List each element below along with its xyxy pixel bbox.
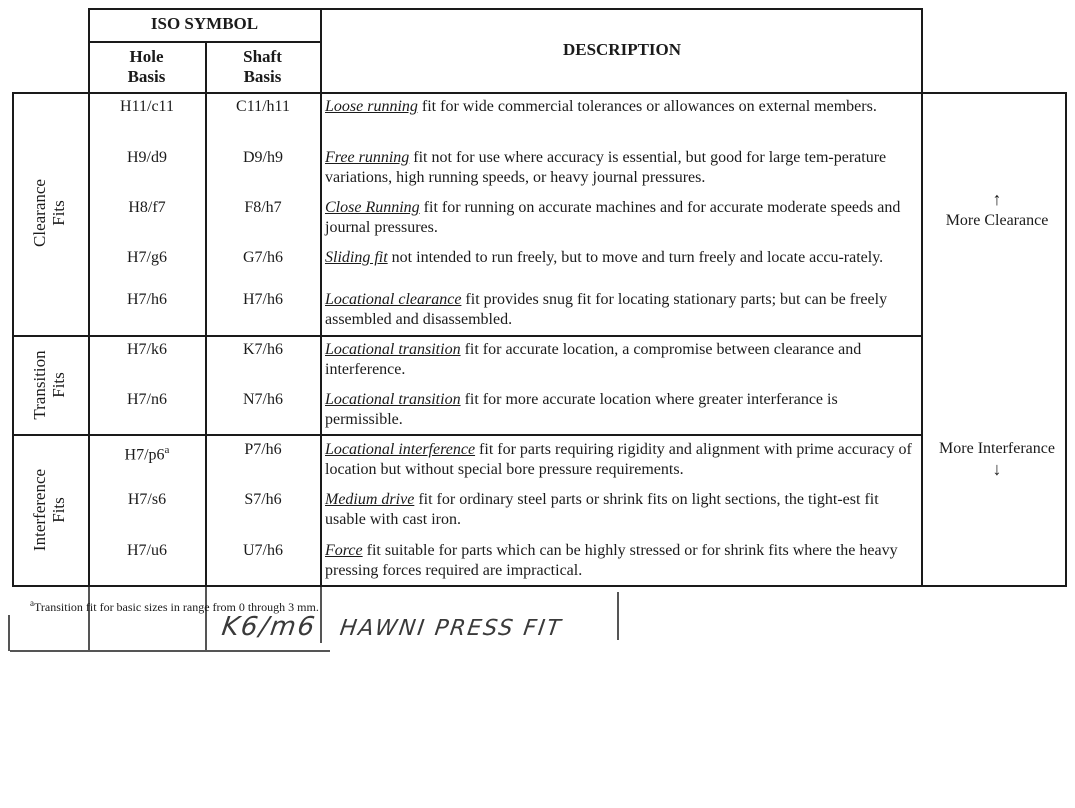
iso-symbol-header: ISO SYMBOL (150, 14, 259, 33)
shaft-basis-cell: C11/h11 (236, 98, 290, 115)
shaft-basis-cell: K7/h6 (243, 341, 283, 358)
transition-fits-label: Transition Fits (30, 350, 68, 420)
shaft-basis-cell: P7/h6 (244, 441, 282, 458)
up-arrow-icon: ↑ (992, 189, 1002, 209)
fit-description (325, 248, 917, 268)
hole-basis-cell: H7/s6 (127, 491, 167, 508)
hole-basis-cell: H7/k6 (127, 341, 167, 358)
fit-term: Locational transition (325, 341, 461, 358)
fit-text: fit for parts requiring rigidity and alignment with prime accuracy of location but without special bore pressure requirements. (325, 441, 912, 478)
shaft-basis-header: Shaft Basis (243, 47, 282, 86)
fit-text: not intended to run freely, but to move and turn freely and locate accu-rately. (387, 249, 884, 266)
fit-text: fit for accurate location, a compromise between clearance and interference. (325, 341, 862, 378)
group-left-border (12, 92, 14, 587)
fit-text: fit for wide commercial tolerances or allowances on external members. (417, 98, 877, 115)
fit-term: Locational transition (325, 391, 461, 408)
fit-description (325, 490, 917, 530)
fit-text: fit for more accurate location where greater interferance is permissible. (325, 391, 838, 428)
fit-description (325, 198, 917, 238)
fit-text: fit not for use where accuracy is essential, but good for large tem-perature variations, high running speeds, or heavy journal pressures. (325, 149, 887, 186)
fit-term: Free running (325, 149, 410, 166)
shaft-col-left-border (205, 41, 207, 587)
desc-col-left-border (320, 8, 322, 587)
fit-text: fit for running on accurate machines and for accurate moderate speeds and journal pressures. (325, 199, 901, 236)
shaft-basis-cell: F8/h7 (244, 199, 282, 216)
more-interference-label: More Interferance (939, 440, 1055, 457)
fit-term: Locational interference (325, 441, 476, 458)
hole-basis-cell: H8/f7 (128, 199, 166, 216)
shaft-basis-cell: S7/h6 (244, 491, 282, 508)
more-clearance-label: More Clearance (945, 212, 1049, 229)
fit-text: fit suitable for parts which can be highly stressed or for shrink fits where the heavy pressing forces required are impractical. (325, 542, 898, 579)
fit-description (325, 390, 917, 430)
fit-text: fit for ordinary steel parts or shrink fits on light sections, the tight-est fit usable with cast iron. (325, 491, 879, 528)
fit-description (325, 97, 917, 117)
footnote-marker: a (164, 444, 170, 456)
shaft-basis-cell: N7/h6 (243, 391, 283, 408)
header-bottom-rule (12, 92, 1067, 94)
clearance-group-rule (12, 335, 923, 337)
fit-term: Loose running (325, 98, 418, 115)
hand-vertical-line-0 (8, 615, 10, 651)
hand-underline (10, 650, 330, 652)
fit-description (325, 340, 917, 380)
fit-description (325, 440, 917, 480)
hole-basis-cell: H9/d9 (127, 149, 167, 166)
footnote-sup: a (30, 598, 34, 608)
hole-col-left-border (88, 8, 90, 587)
fit-description (325, 290, 917, 330)
transition-group-rule (12, 434, 923, 436)
hole-basis-header: Hole Basis (127, 47, 166, 86)
shaft-basis-cell: D9/h9 (243, 149, 283, 166)
hole-basis-cell: H7/u6 (127, 542, 167, 559)
hole-basis-cell (92, 440, 202, 465)
fit-term: Force (325, 542, 363, 559)
header-top-rule (88, 8, 923, 10)
handwritten-fit-code: K6/m6 (219, 612, 319, 642)
shaft-basis-cell: U7/h6 (243, 542, 283, 559)
footnote-text: Transition fit for basic sizes in range from 0 through 3 mm. (34, 600, 319, 614)
description-header: DESCRIPTION (562, 40, 682, 59)
hole-basis-cell: H7/n6 (127, 391, 167, 408)
hole-basis-cell: H7/g6 (127, 249, 167, 266)
hole-code: H7/p6 (124, 446, 165, 464)
fit-term: Locational clearance (325, 291, 462, 308)
hole-basis-cell: H7/h6 (127, 291, 167, 308)
handwritten-note: HAWNI PRESS FIT (338, 616, 564, 641)
fit-term: Medium drive (325, 491, 415, 508)
clearance-fits-label: Clearance Fits (30, 179, 68, 247)
shaft-basis-cell: H7/h6 (243, 291, 283, 308)
table-bottom-rule (12, 585, 1067, 587)
desc-col-right-border (921, 8, 923, 587)
shaft-basis-cell: G7/h6 (243, 249, 283, 266)
down-arrow-icon: ↓ (992, 459, 1002, 479)
side-col-right-border (1065, 92, 1067, 587)
hole-basis-cell: H11/c11 (120, 98, 174, 115)
fit-text: fit provides snug fit for locating stationary parts; but can be freely assembled and disassembled. (325, 291, 888, 328)
hand-vertical-line-4 (617, 592, 619, 640)
fit-term: Sliding fit (325, 249, 388, 266)
fit-description (325, 541, 917, 581)
interference-fits-label: Interference Fits (30, 468, 68, 552)
fit-description (325, 148, 917, 188)
fit-term: Close Running (325, 199, 420, 216)
hand-vertical-line-3 (320, 587, 322, 643)
